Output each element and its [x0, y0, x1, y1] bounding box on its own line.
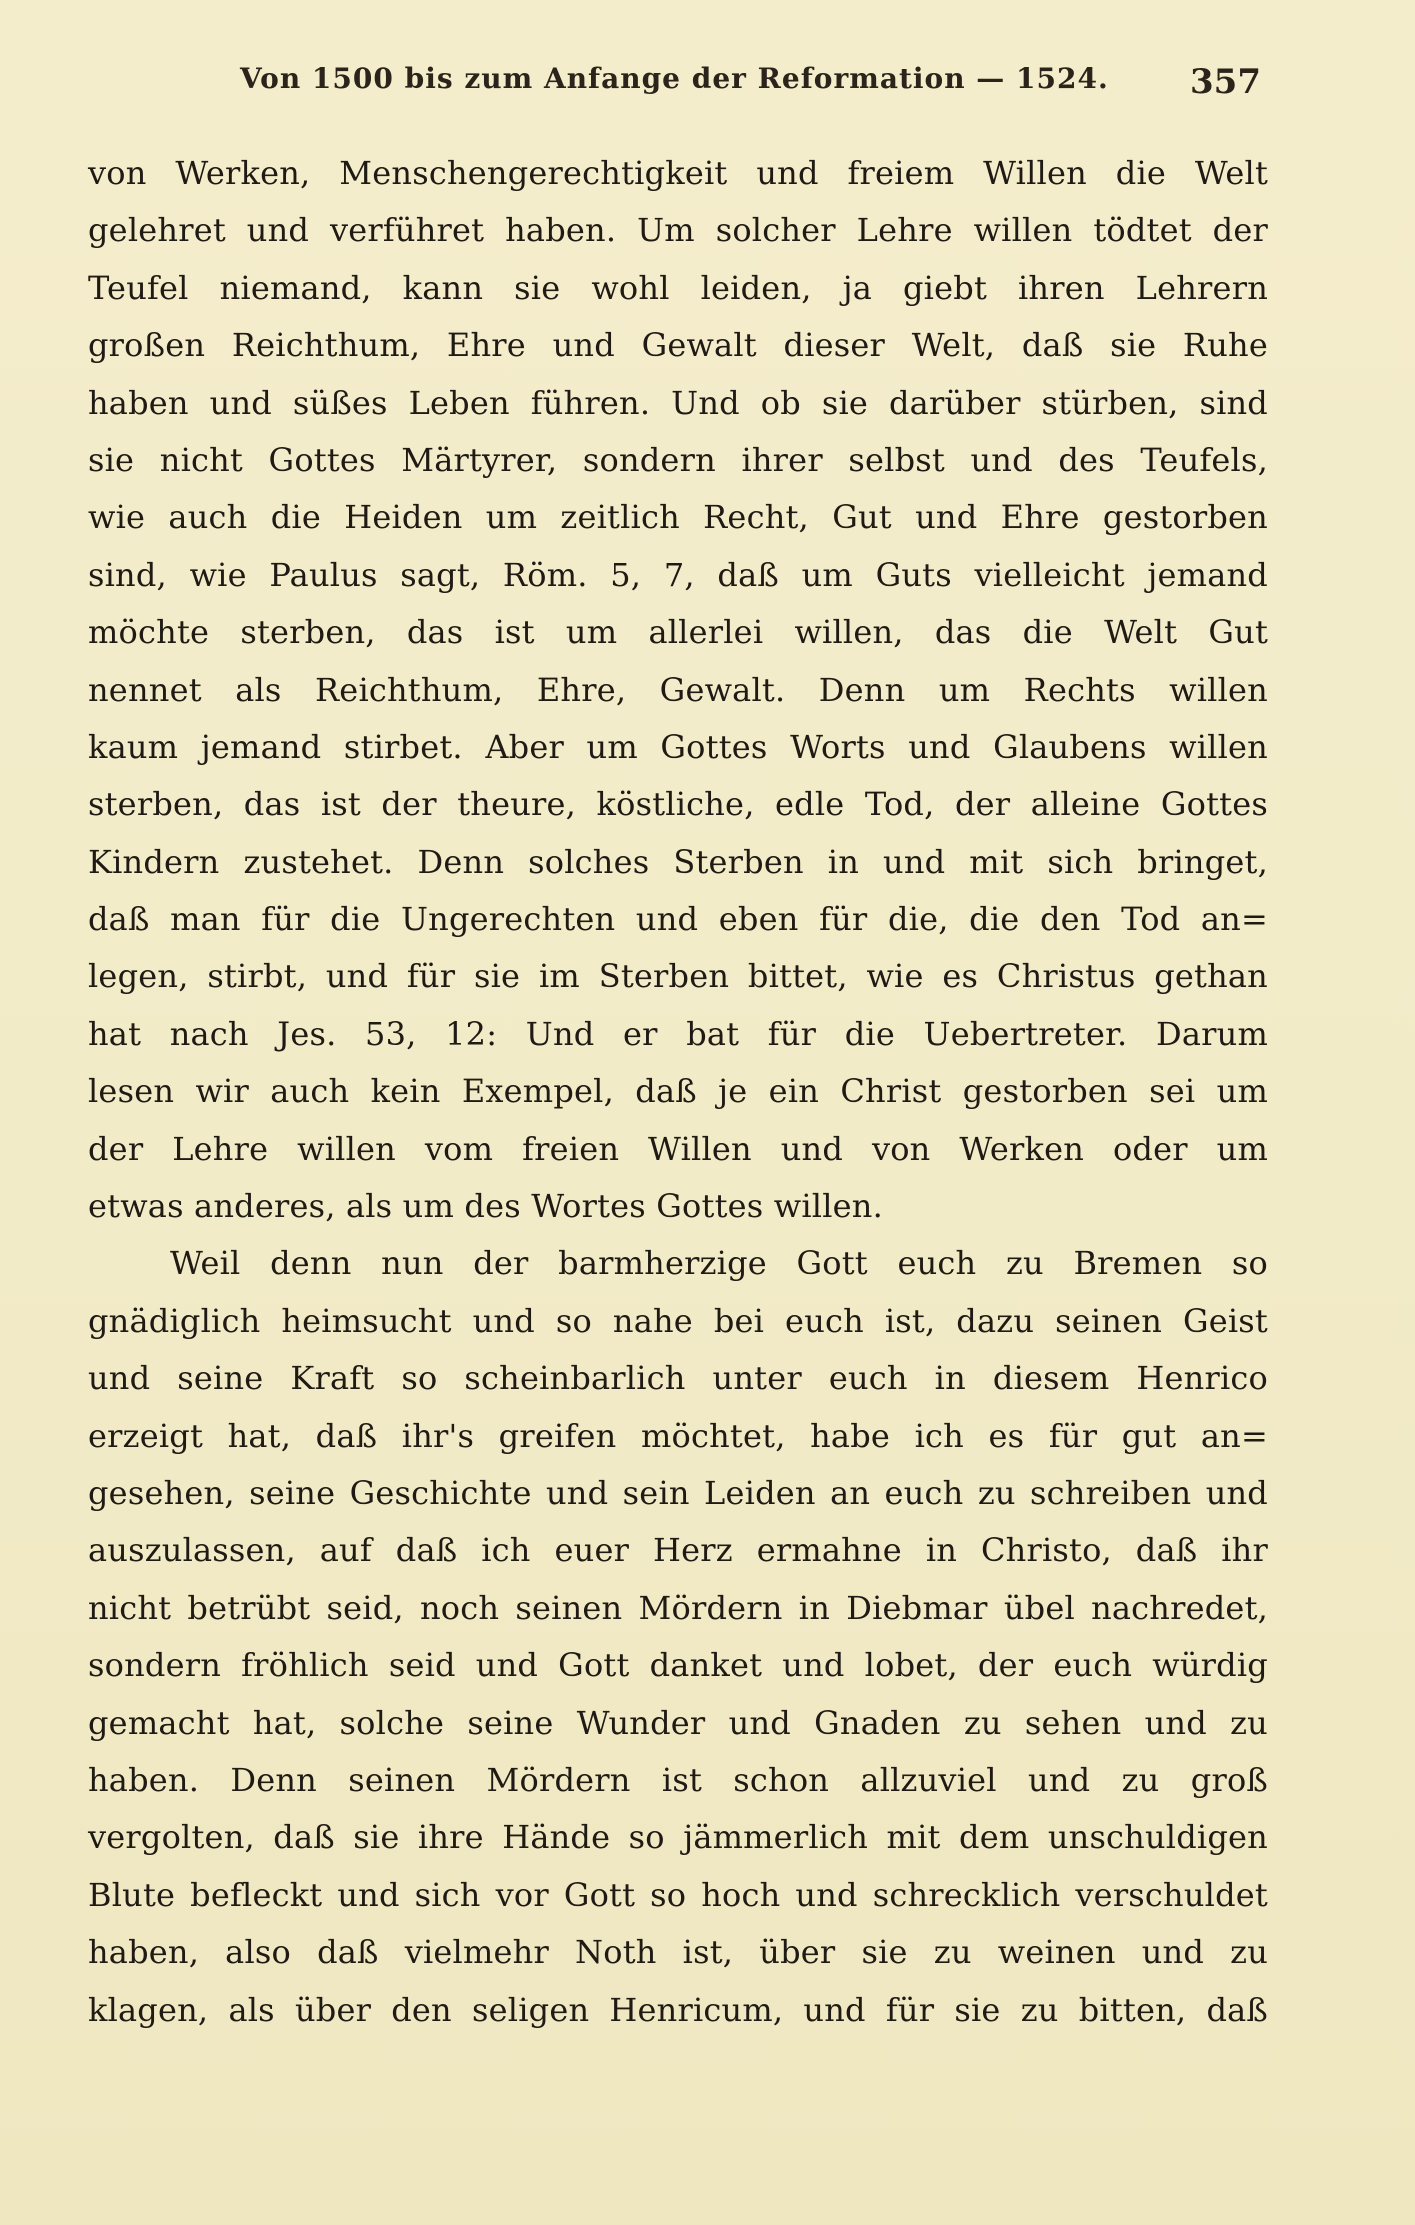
text-line: Kindern zustehet. Denn solches Sterben in und mit sich bringet, [88, 842, 1268, 881]
text-line: haben. Denn seinen Mördern ist schon allzuviel und zu groß [88, 1760, 1268, 1799]
text-line: und seine Kraft so scheinbarlich unter euch in diesem Henrico [88, 1359, 1268, 1398]
text-line: großen Reichthum, Ehre und Gewalt dieser Welt, daß sie Ruhe [88, 326, 1268, 365]
text-line: sondern fröhlich seid und Gott danket und lobet, der euch würdig [88, 1646, 1268, 1685]
text-line: lesen wir auch kein Exempel, daß je ein Christ gestorben sei um [88, 1072, 1268, 1111]
text-line: gesehen, seine Geschichte und sein Leiden an euch zu schreiben und [88, 1473, 1268, 1512]
running-header: Von 1500 bis zum Anfange der Reformation — 1524. [240, 62, 1109, 95]
text-line: hat nach Jes. 53, 12: Und er bat für die Uebertreter. Darum [88, 1014, 1268, 1053]
text-line: kaum jemand stirbet. Aber um Gottes Worts und Glaubens willen [88, 727, 1268, 766]
text-line: nennet als Reichthum, Ehre, Gewalt. Denn um Rechts willen [88, 670, 1268, 709]
paragraph-start-line: Weil denn nun der barmherzige Gott euch zu Bremen so [170, 1244, 1268, 1283]
page-number: 357 [1190, 62, 1261, 102]
text-line: Teufel niemand, kann sie wohl leiden, ja giebt ihren Lehrern [88, 268, 1268, 307]
text-line: möchte sterben, das ist um allerlei willen, das die Welt Gut [88, 613, 1268, 652]
text-line: legen, stirbt, und für sie im Sterben bittet, wie es Christus gethan [88, 957, 1268, 996]
text-line: erzeigt hat, daß ihr's greifen möchtet, habe ich es für gut an= [88, 1416, 1268, 1455]
text-line: der Lehre willen vom freien Willen und von Werken oder um [88, 1129, 1268, 1168]
text-line: nicht betrübt seid, noch seinen Mördern in Diebmar übel nachredet, [88, 1588, 1268, 1627]
text-line: auszulassen, auf daß ich euer Herz ermahne in Christo, daß ihr [88, 1531, 1268, 1570]
text-line: gelehret und verführet haben. Um solcher Lehre willen tödtet der [88, 211, 1268, 250]
text-line: gnädiglich heimsucht und so nahe bei euch ist, dazu seinen Geist [88, 1301, 1268, 1340]
body-text [88, 145, 1268, 2039]
text-line: von Werken, Menschengerechtigkeit und freiem Willen die Welt [88, 154, 1268, 192]
text-line: gemacht hat, solche seine Wunder und Gnaden zu sehen und zu [88, 1703, 1268, 1742]
text-line: sterben, das ist der theure, köstliche, edle Tod, der alleine Gottes [88, 785, 1268, 824]
text-line: vergolten, daß sie ihre Hände so jämmerlich mit dem unschuldigen [88, 1818, 1268, 1857]
text-line: wie auch die Heiden um zeitlich Recht, Gut und Ehre gestorben [88, 498, 1268, 537]
text-line: haben, also daß vielmehr Noth ist, über sie zu weinen und zu [88, 1933, 1268, 1972]
paragraph-end-line: etwas anderes, als um des Wortes Gottes willen. [88, 1187, 883, 1226]
text-line: klagen, als über den seligen Henricum, und für sie zu bitten, daß [88, 1990, 1268, 2029]
text-line: haben und süßes Leben führen. Und ob sie darüber stürben, sind [88, 383, 1268, 422]
text-line: sind, wie Paulus sagt, Röm. 5, 7, daß um Guts vielleicht jemand [88, 555, 1268, 594]
text-line: Blute befleckt und sich vor Gott so hoch und schrecklich verschuldet [88, 1875, 1268, 1914]
text-line: sie nicht Gottes Märtyrer, sondern ihrer selbst und des Teufels, [88, 440, 1268, 479]
text-line: daß man für die Ungerechten und eben für die, die den Tod an= [88, 900, 1268, 939]
